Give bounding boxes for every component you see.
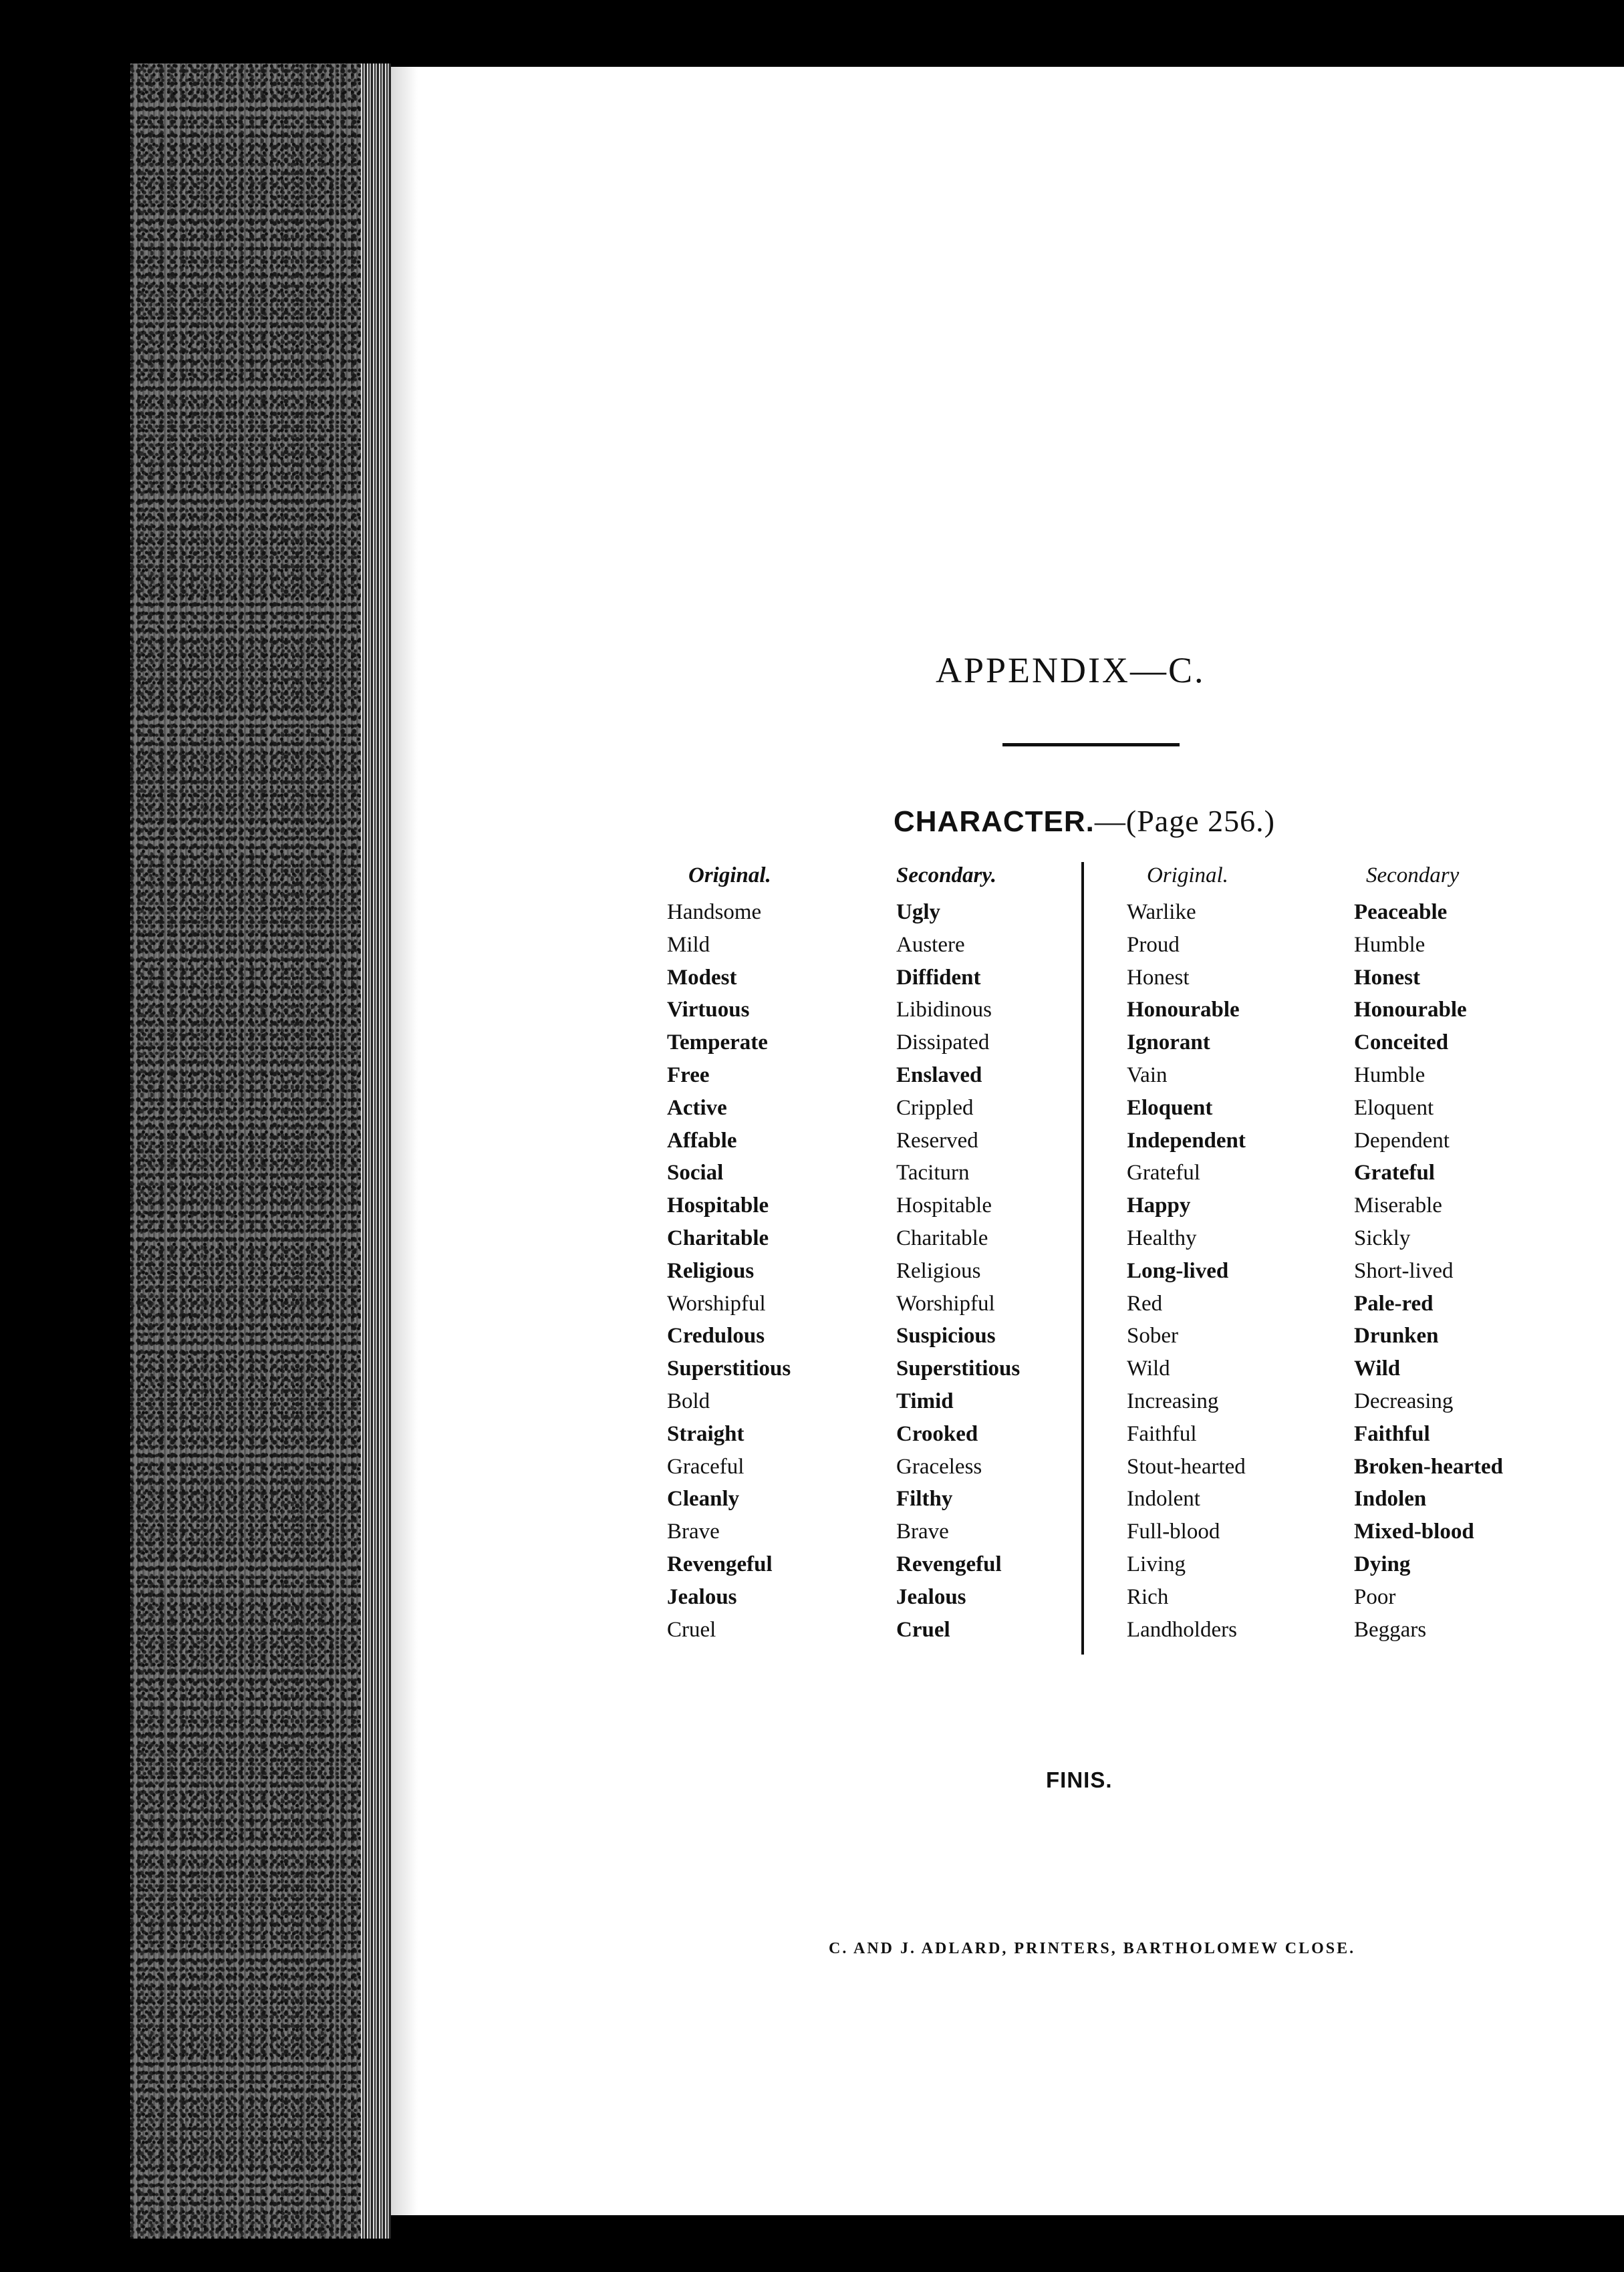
- table-cell: Cruel: [896, 1617, 950, 1642]
- table-cell: Warlike: [1127, 900, 1196, 924]
- table-cell: Diffident: [896, 965, 981, 990]
- table-cell: Affable: [667, 1128, 737, 1153]
- table-cell: Humble: [1354, 1062, 1426, 1087]
- table-cell: Cleanly: [667, 1487, 740, 1512]
- table-cell: Taciturn: [896, 1161, 970, 1185]
- table-cell: Happy: [1127, 1193, 1191, 1218]
- table-cell: Worshipful: [667, 1291, 766, 1316]
- gutter-shadow: [391, 67, 418, 2215]
- table-cell: Beggars: [1354, 1617, 1427, 1642]
- table-cell: Honourable: [1354, 998, 1467, 1022]
- table-cell: Wild: [1127, 1357, 1170, 1381]
- table-cell: Faithful: [1354, 1421, 1430, 1446]
- table-cell: Indolen: [1354, 1487, 1427, 1512]
- table-cell: Dissipated: [896, 1030, 990, 1055]
- table-cell: Jealous: [896, 1584, 966, 1609]
- table-cell: Religious: [896, 1258, 981, 1283]
- table-cell: Handsome: [667, 900, 762, 924]
- table-cell: Full-blood: [1127, 1520, 1220, 1544]
- table-cell: Landholders: [1127, 1617, 1237, 1642]
- table-cell: Charitable: [667, 1226, 769, 1250]
- table-cell: Revengeful: [667, 1552, 773, 1576]
- table-cell: Miserable: [1354, 1193, 1442, 1218]
- table-cell: Humble: [1354, 932, 1426, 957]
- column-header: Original.: [688, 863, 771, 887]
- table-cell: Honourable: [1127, 998, 1240, 1022]
- table-cell: Peaceable: [1354, 900, 1448, 924]
- table-cell: Red: [1127, 1291, 1163, 1316]
- table-cell: Sickly: [1354, 1226, 1411, 1250]
- table-cell: Modest: [667, 965, 737, 990]
- table-cell: Vain: [1127, 1062, 1168, 1087]
- table-cell: Crippled: [896, 1095, 974, 1120]
- table-cell: Dependent: [1354, 1128, 1450, 1153]
- table-cell: Grateful: [1354, 1161, 1435, 1185]
- table-cell: Rich: [1127, 1584, 1169, 1609]
- table-cell: Graceful: [667, 1454, 745, 1479]
- table-cell: Decreasing: [1354, 1389, 1454, 1413]
- column-header: Secondary.: [896, 863, 997, 887]
- table-cell: Temperate: [667, 1030, 768, 1055]
- appendix-title: APPENDIX—C.: [936, 650, 1206, 690]
- table-cell: Social: [667, 1161, 724, 1185]
- table-cell: Jealous: [667, 1584, 737, 1609]
- table-cell: Mild: [667, 932, 710, 957]
- table-cell: Revengeful: [896, 1552, 1002, 1576]
- table-cell: Suspicious: [896, 1324, 996, 1348]
- printer-imprint: C. AND J. ADLARD, PRINTERS, BARTHOLOMEW CLOSE.: [829, 1940, 1356, 1957]
- table-cell: Credulous: [667, 1324, 765, 1348]
- table-cell: Brave: [896, 1520, 949, 1544]
- right-original-column: [1127, 862, 1246, 1646]
- column-divider: [1081, 862, 1084, 1655]
- table-cell: Austere: [896, 932, 965, 957]
- finis-text: FINIS.: [1046, 1767, 1113, 1792]
- character-table: [667, 862, 1603, 1731]
- table-cell: Timid: [896, 1389, 954, 1413]
- table-cell: Libidinous: [896, 998, 992, 1022]
- book-page-edges: [130, 63, 391, 2239]
- table-cell: Active: [667, 1095, 727, 1120]
- table-cell: Hospitable: [896, 1193, 992, 1218]
- table-cell: Grateful: [1127, 1161, 1200, 1185]
- table-cell: Charitable: [896, 1226, 988, 1250]
- table-cell: Mixed-blood: [1354, 1520, 1474, 1544]
- table-cell: Proud: [1127, 932, 1180, 957]
- table-cell: Dying: [1354, 1552, 1411, 1576]
- table-cell: Poor: [1354, 1584, 1396, 1609]
- table-cell: Crooked: [896, 1421, 978, 1446]
- table-cell: Honest: [1127, 965, 1190, 990]
- table-cell: Wild: [1354, 1357, 1401, 1381]
- table-cell: Long-lived: [1127, 1258, 1229, 1283]
- title-rule: [1002, 743, 1180, 746]
- table-cell: Filthy: [896, 1487, 953, 1512]
- table-cell: Enslaved: [896, 1062, 982, 1087]
- table-cell: Increasing: [1127, 1389, 1219, 1413]
- table-cell: Bold: [667, 1389, 710, 1413]
- table-cell: Superstitious: [896, 1357, 1021, 1381]
- table-cell: Brave: [667, 1520, 720, 1544]
- book-page: [391, 67, 1624, 2215]
- table-cell: Hospitable: [667, 1193, 769, 1218]
- table-cell: Healthy: [1127, 1226, 1197, 1250]
- table-cell: Graceless: [896, 1454, 982, 1479]
- table-cell: Broken-hearted: [1354, 1454, 1504, 1479]
- table-cell: Reserved: [896, 1128, 978, 1153]
- table-cell: Indolent: [1127, 1487, 1200, 1512]
- table-cell: Eloquent: [1354, 1095, 1434, 1120]
- column-header: Secondary: [1366, 863, 1460, 887]
- table-cell: Ignorant: [1127, 1030, 1210, 1055]
- subtitle-page-ref: —(Page 256.): [1094, 804, 1275, 838]
- table-cell: Drunken: [1354, 1324, 1439, 1348]
- right-secondary-column: [1354, 862, 1503, 1646]
- table-cell: Religious: [667, 1258, 755, 1283]
- left-secondary-column: [896, 862, 1020, 1646]
- table-cell: Cruel: [667, 1617, 716, 1642]
- table-cell: Superstitious: [667, 1357, 791, 1381]
- table-cell: Independent: [1127, 1128, 1246, 1153]
- table-cell: Virtuous: [667, 998, 750, 1022]
- page-edge-lines: [361, 63, 391, 2239]
- table-cell: Pale-red: [1354, 1291, 1434, 1316]
- table-cell: Free: [667, 1062, 710, 1087]
- table-cell: Short-lived: [1354, 1258, 1454, 1283]
- column-header: Original.: [1147, 863, 1228, 887]
- table-cell: Conceited: [1354, 1030, 1449, 1055]
- subtitle-lead: CHARACTER.: [894, 805, 1095, 838]
- table-cell: Ugly: [896, 900, 940, 924]
- table-cell: Honest: [1354, 965, 1420, 990]
- table-cell: Eloquent: [1127, 1095, 1213, 1120]
- table-cell: Faithful: [1127, 1421, 1197, 1446]
- table-cell: Stout-hearted: [1127, 1454, 1246, 1479]
- table-cell: Straight: [667, 1421, 745, 1446]
- table-cell: Living: [1127, 1552, 1186, 1576]
- table-cell: Sober: [1127, 1324, 1178, 1348]
- table-cell: Worshipful: [896, 1291, 995, 1316]
- section-subtitle: [894, 803, 1275, 839]
- left-original-column: [667, 862, 791, 1646]
